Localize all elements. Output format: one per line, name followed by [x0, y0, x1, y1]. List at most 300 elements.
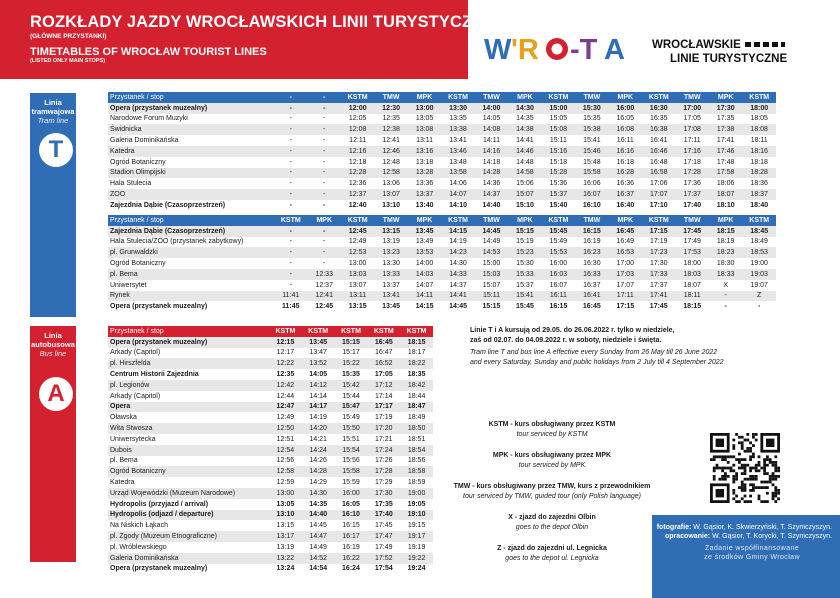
- departure-time: 16:15: [575, 226, 608, 237]
- tram-track-icon: [745, 42, 785, 47]
- departure-time: 14:14: [309, 392, 327, 400]
- departure-time: 12:44: [276, 392, 295, 400]
- departure-time: Z: [742, 291, 776, 302]
- bus-table: [108, 326, 433, 574]
- departure-time: 17:11: [609, 291, 642, 302]
- departure-time: 16:00: [609, 103, 642, 114]
- header-operator: MPK: [609, 92, 642, 103]
- header-operator: MPK: [308, 215, 341, 226]
- departure-time: 12:38: [374, 124, 407, 135]
- stop-name: Arkady (Capitol): [110, 349, 161, 357]
- departure-time: 17:45: [375, 522, 393, 530]
- departure-time: -: [323, 201, 326, 209]
- departure-time: X: [723, 281, 728, 289]
- header-operator: KSTM: [302, 326, 335, 337]
- header-operator: KSTM: [742, 92, 776, 103]
- bus-label-pl: Linia autobusowa: [31, 331, 75, 349]
- stop-name: Na Niskich Łąkach: [110, 522, 168, 530]
- departure-time: 14:47: [302, 531, 335, 542]
- svg-text:'R: 'R: [511, 34, 539, 64]
- departure-time: -: [308, 247, 341, 258]
- tram-label-en: Tram line: [37, 116, 69, 125]
- departure-time: 17:37: [649, 281, 668, 289]
- departure-time: 13:49: [415, 238, 434, 246]
- departure-time: 13:05: [415, 115, 434, 123]
- departure-time: 18:28: [742, 168, 776, 179]
- departure-time: 16:18: [616, 158, 635, 166]
- departure-time: 17:15: [616, 303, 635, 311]
- departure-time: 14:41: [516, 137, 534, 145]
- departure-time: 17:30: [709, 103, 742, 114]
- table-row: [108, 337, 433, 348]
- departure-time: 17:23: [642, 247, 675, 258]
- table-row: [108, 434, 433, 445]
- table-row: [108, 564, 433, 575]
- departure-time: 18:07: [683, 281, 701, 289]
- departure-time: 15:41: [583, 137, 601, 145]
- departure-time: 13:45: [408, 226, 441, 237]
- departure-time: 13:23: [374, 247, 407, 258]
- departure-time: 15:49: [549, 238, 568, 246]
- stop-name: Ogród Botaniczny: [110, 158, 166, 166]
- departure-time: 16:58: [642, 168, 675, 179]
- funding-note: [656, 544, 832, 562]
- stop-name: Opera (przystanek muzealny): [108, 103, 274, 114]
- departure-time: 14:40: [482, 201, 501, 209]
- departure-time: 15:36: [549, 180, 568, 188]
- departure-time: 17:29: [375, 479, 393, 487]
- departure-time: -: [274, 226, 307, 237]
- departure-time: 15:15: [335, 337, 368, 348]
- departure-time: 17:52: [367, 553, 400, 564]
- departure-time: 14:53: [475, 247, 508, 258]
- departure-time: 13:41: [374, 291, 407, 302]
- departure-time: 15:37: [516, 281, 534, 289]
- table-row: [108, 301, 776, 312]
- legend-key: Z - zjazd do zajezdni ul. Legnicka: [497, 545, 607, 552]
- departure-time: 12:48: [382, 158, 400, 166]
- departure-time: 13:33: [374, 269, 407, 280]
- departure-time: 13:52: [302, 358, 335, 369]
- departure-time: 13:40: [415, 201, 434, 209]
- departure-time: 18:16: [742, 146, 776, 157]
- departure-time: -: [289, 115, 292, 123]
- departure-time: 14:03: [408, 269, 441, 280]
- departure-time: 17:37: [675, 189, 708, 200]
- departure-time: 13:15: [348, 303, 367, 311]
- departure-time: 18:50: [400, 423, 433, 434]
- departure-time: 14:45: [475, 226, 508, 237]
- header-operator: KSTM: [269, 326, 302, 337]
- departure-time: 17:28: [675, 168, 708, 179]
- departure-time: 16:37: [609, 189, 642, 200]
- departure-time: -: [289, 238, 292, 246]
- info-pl-2: zaś od 02.07. do 04.09.2022 r. w soboty, niedziele i święta.: [470, 336, 662, 344]
- departure-time: 12:08: [341, 124, 374, 135]
- departure-time: 14:48: [516, 158, 534, 166]
- table-row: [108, 291, 776, 302]
- stop-name: Ogród Botaniczny: [110, 260, 166, 268]
- stop-name: Narodowe Forum Muzyki: [110, 115, 188, 123]
- table-row: [108, 269, 776, 280]
- departure-time: 12:54: [269, 445, 302, 456]
- departure-time: 13:10: [382, 201, 401, 209]
- departure-time: 16:24: [342, 565, 360, 573]
- table-row: [108, 380, 433, 391]
- departure-time: -: [289, 281, 292, 289]
- departure-time: 13:05: [276, 500, 295, 508]
- table-row: [108, 520, 433, 531]
- departure-time: 13:11: [416, 137, 434, 145]
- departure-time: 14:26: [309, 457, 327, 465]
- departure-time: 13:46: [441, 146, 474, 157]
- departure-time: 17:00: [616, 260, 635, 268]
- departure-time: 17:35: [374, 500, 393, 508]
- departure-time: 15:46: [575, 146, 608, 157]
- departure-time: 17:40: [683, 201, 702, 209]
- stop-name: pl. Bema: [108, 269, 274, 280]
- table-row: [108, 226, 776, 237]
- header-operator: TMW: [475, 215, 508, 226]
- departure-time: 17:49: [375, 543, 393, 551]
- departure-time: 16:40: [616, 201, 635, 209]
- legend-mpk: [452, 451, 652, 470]
- departure-time: 17:16: [675, 146, 708, 157]
- header-operator: TMW: [575, 215, 608, 226]
- departure-time: 14:12: [302, 380, 335, 391]
- departure-time: 14:16: [475, 146, 508, 157]
- departure-time: 17:35: [716, 115, 735, 123]
- departure-time: 12:58: [374, 168, 407, 179]
- departure-time: 18:00: [683, 260, 701, 268]
- departure-time: 14:05: [309, 371, 328, 379]
- departure-time: 15:53: [542, 247, 575, 258]
- table-row: [108, 189, 776, 200]
- header-operator: TMW: [675, 215, 708, 226]
- departure-time: 12:49: [348, 238, 367, 246]
- departure-time: 12:58: [269, 466, 302, 477]
- departure-time: 16:45: [367, 337, 400, 348]
- stop-name: pl. Grunwaldzki: [108, 247, 274, 258]
- departure-time: 14:45: [449, 303, 467, 311]
- departure-time: 15:33: [508, 269, 541, 280]
- departure-time: -: [308, 189, 341, 200]
- departure-time: 18:33: [709, 269, 742, 280]
- departure-time: 13:19: [276, 543, 295, 551]
- tram-table-return: [108, 215, 776, 312]
- departure-time: 13:41: [449, 137, 467, 145]
- departure-time: 18:37: [742, 189, 776, 200]
- table-row: [108, 488, 433, 499]
- stop-name: Galeria Dominikańska: [110, 137, 179, 145]
- departure-time: 18:15: [400, 337, 433, 348]
- departure-time: 18:08: [742, 124, 776, 135]
- departure-time: 16:52: [367, 358, 400, 369]
- legend-key: X - zjazd do zajezdni Olbin: [508, 514, 596, 521]
- stop-name: Uniwersytecka: [110, 435, 156, 443]
- departure-time: 16:08: [609, 124, 642, 135]
- departure-time: 12:35: [382, 115, 400, 123]
- legend-x: [452, 513, 652, 532]
- table-row: [108, 369, 433, 380]
- header-operator: MPK: [508, 215, 541, 226]
- departure-time: 14:18: [482, 158, 501, 166]
- stop-name: Ogród Botaniczny: [108, 466, 269, 477]
- header-operator: -: [308, 92, 341, 103]
- departure-time: 16:05: [342, 500, 360, 508]
- departure-time: 13:19: [382, 238, 400, 246]
- departure-time: 16:05: [616, 115, 635, 123]
- header-operator: KSTM: [642, 92, 675, 103]
- stop-name: Galeria Dominikańska: [108, 553, 269, 564]
- departure-time: -: [308, 146, 341, 157]
- brand-line1: WROCŁAWSKIE: [652, 39, 741, 51]
- table-row: [108, 348, 433, 359]
- stop-name: Dubois: [108, 445, 269, 456]
- departure-time: 15:47: [335, 402, 368, 413]
- departure-time: 16:03: [542, 269, 575, 280]
- departure-time: 14:29: [309, 479, 327, 487]
- header-operator: MPK: [709, 215, 742, 226]
- departure-time: 13:45: [382, 303, 401, 311]
- departure-time: 16:06: [583, 180, 601, 188]
- departure-time: 14:35: [309, 500, 328, 508]
- departure-time: 17:03: [609, 269, 642, 280]
- departure-time: 18:36: [750, 180, 768, 188]
- departure-time: 17:28: [367, 466, 400, 477]
- departure-time: 18:35: [407, 371, 426, 379]
- departure-time: 17:24: [367, 445, 400, 456]
- departure-time: 15:11: [549, 137, 567, 145]
- departure-time: 12:47: [269, 402, 302, 413]
- table-row: [108, 553, 433, 564]
- legend-sub: tour serviced by KSTM: [516, 430, 588, 438]
- header-operator: -: [274, 92, 307, 103]
- departure-time: -: [274, 189, 307, 200]
- subtitle-english: (LISTED ONLY MAIN STOPS): [30, 58, 106, 64]
- departure-time: 16:30: [583, 260, 601, 268]
- departure-time: 14:49: [309, 543, 327, 551]
- departure-time: 17:30: [649, 260, 668, 268]
- departure-time: 19:05: [407, 500, 426, 508]
- legend-z: [452, 544, 652, 563]
- departure-time: 15:00: [482, 260, 501, 268]
- table-row: [108, 358, 433, 369]
- table-header: [108, 92, 776, 103]
- header-stop: Przystanek / stop: [108, 92, 274, 103]
- departure-time: -: [274, 168, 307, 179]
- departure-time: -: [289, 201, 292, 209]
- departure-time: 17:30: [367, 488, 400, 499]
- legend-sub: goes to the depot ul. Legnicka: [505, 554, 599, 562]
- departure-time: 13:37: [382, 281, 400, 289]
- departure-time: 17:45: [675, 226, 708, 237]
- departure-time: 15:17: [342, 349, 360, 357]
- departure-time: 16:07: [575, 189, 608, 200]
- departure-time: 13:03: [341, 269, 374, 280]
- departure-time: -: [289, 137, 292, 145]
- edit-names: W. Gąsior, T. Korycki, T. Szymczyszyn.: [712, 533, 832, 540]
- departure-time: 12:51: [276, 435, 295, 443]
- departure-time: 14:11: [482, 137, 500, 145]
- departure-time: 15:35: [583, 115, 601, 123]
- departure-time: 13:38: [441, 124, 474, 135]
- departure-time: 17:07: [616, 281, 635, 289]
- table-row: [108, 391, 433, 402]
- departure-time: -: [323, 238, 326, 246]
- departure-time: 12:17: [276, 349, 295, 357]
- departure-time: 17:26: [375, 457, 393, 465]
- legend-key: TMW - kurs obsługiwany przez TMW, kurs z przewodnikiem: [453, 483, 651, 490]
- header-operator: TMW: [575, 92, 608, 103]
- departure-time: 12:36: [348, 180, 367, 188]
- stop-name: Hala Stulecia/ZOO (przystanek zabytkowy): [110, 238, 244, 246]
- departure-time: 13:53: [408, 247, 441, 258]
- departure-time: 18:15: [709, 226, 742, 237]
- tram-table-outbound: [108, 92, 776, 211]
- departure-time: 15:28: [542, 168, 575, 179]
- departure-time: 12:53: [341, 247, 374, 258]
- table-header: [108, 215, 776, 226]
- departure-time: -: [274, 103, 307, 114]
- svg-text:W: W: [484, 34, 512, 64]
- departure-time: 14:07: [441, 189, 474, 200]
- departure-time: 14:52: [302, 553, 335, 564]
- departure-time: 12:41: [308, 291, 341, 302]
- stop-name: pl. Zgody (Muzeum Etnograficzne): [108, 531, 269, 542]
- departure-time: 17:33: [642, 269, 675, 280]
- stop-name: Katedra: [110, 479, 135, 487]
- departure-time: 15:37: [542, 189, 575, 200]
- departure-time: 14:00: [475, 103, 508, 114]
- departure-time: 17:45: [649, 303, 668, 311]
- stop-name: Hydropolis (odjazd / departure): [108, 510, 269, 521]
- stop-name: Opera (przystanek muzealny): [110, 303, 208, 311]
- departure-time: 15:16: [542, 146, 575, 157]
- departure-time: 16:30: [642, 103, 675, 114]
- table-row: [108, 258, 776, 269]
- departure-time: 16:22: [335, 553, 368, 564]
- header-operator: KSTM: [400, 326, 433, 337]
- header-operator: KSTM: [367, 326, 400, 337]
- table-row: [108, 445, 433, 456]
- departure-time: 12:37: [341, 189, 374, 200]
- header-stop: Przystanek / stop: [108, 215, 274, 226]
- departure-time: 19:15: [407, 522, 426, 530]
- stop-name: Centrum Historii Zajezdnia: [110, 371, 199, 379]
- departure-time: 17:40: [367, 510, 400, 521]
- departure-time: 19:24: [407, 565, 426, 573]
- departure-time: -: [323, 158, 326, 166]
- departure-time: 17:48: [716, 158, 735, 166]
- departure-time: 18:22: [400, 358, 433, 369]
- departure-time: -: [323, 260, 326, 268]
- departure-time: 15:08: [542, 124, 575, 135]
- departure-time: -: [289, 180, 292, 188]
- table-row: [108, 542, 433, 553]
- departure-time: 18:49: [750, 238, 768, 246]
- departure-time: 17:47: [367, 531, 400, 542]
- departure-time: 18:44: [407, 392, 426, 400]
- departure-time: 17:00: [675, 103, 708, 114]
- funding-line2: ze środków Gminy Wrocław: [704, 554, 800, 561]
- bus-label-en: Bus line: [39, 349, 67, 358]
- departure-time: 14:21: [309, 435, 327, 443]
- table-header: [108, 326, 433, 337]
- departure-time: 18:47: [400, 402, 433, 413]
- table-row: [108, 456, 433, 467]
- table-row: [108, 200, 776, 211]
- departure-time: 17:12: [367, 380, 400, 391]
- departure-time: 18:54: [400, 445, 433, 456]
- departure-time: 15:56: [342, 457, 360, 465]
- departure-time: 19:00: [750, 260, 768, 268]
- header-operator: KSTM: [542, 215, 575, 226]
- departure-time: 14:40: [302, 510, 335, 521]
- departure-time: -: [308, 226, 341, 237]
- stop-name: Opera: [108, 402, 269, 413]
- departure-time: 15:42: [335, 380, 368, 391]
- stop-name: Katedra: [108, 146, 274, 157]
- brand-name: [652, 38, 787, 66]
- qr-code-icon[interactable]: [710, 433, 780, 503]
- departure-time: 13:08: [408, 124, 441, 135]
- departure-time: 11:41: [274, 291, 307, 302]
- departure-time: 19:07: [750, 281, 768, 289]
- departure-time: 14:07: [415, 281, 434, 289]
- departure-time: 15:15: [482, 303, 501, 311]
- departure-time: 14:54: [309, 565, 328, 573]
- departure-time: 18:07: [709, 189, 742, 200]
- departure-time: 16:33: [575, 269, 608, 280]
- info-pl-1: Linie T i A kursują od 29.05. do 26.06.2022 r. tylko w niedziele,: [470, 327, 675, 334]
- departure-time: 19:19: [407, 543, 426, 551]
- stop-name: Opera (przystanek muzealny): [108, 337, 269, 348]
- departure-time: 14:41: [441, 291, 474, 302]
- departure-time: 14:28: [302, 466, 335, 477]
- departure-time: 12:59: [276, 479, 295, 487]
- departure-time: 16:49: [616, 238, 635, 246]
- departure-time: 17:05: [374, 371, 393, 379]
- legend-sub: goes to the depot Olbin: [515, 523, 589, 531]
- departure-time: 15:58: [335, 466, 368, 477]
- departure-time: -: [308, 103, 341, 114]
- departure-time: -: [289, 158, 292, 166]
- service-info: [470, 326, 724, 367]
- departure-time: 12:00: [341, 103, 374, 114]
- departure-time: 14:05: [482, 115, 501, 123]
- departure-time: 15:45: [542, 226, 575, 237]
- departure-time: 17:41: [642, 291, 675, 302]
- departure-time: 17:11: [683, 137, 701, 145]
- header-banner: [0, 0, 520, 79]
- departure-time: 13:17: [269, 531, 302, 542]
- departure-time: 15:40: [549, 201, 568, 209]
- departure-time: 14:38: [508, 124, 541, 135]
- table-row: [108, 168, 776, 179]
- departure-time: 11:45: [282, 303, 300, 311]
- departure-time: 12:05: [348, 115, 367, 123]
- tram-label-pl: Linia tramwajowa: [31, 98, 75, 116]
- departure-time: 16:16: [609, 146, 642, 157]
- departure-time: 15:51: [342, 435, 360, 443]
- brand-line2: LINIE TURYSTYCZNE: [670, 53, 788, 65]
- departure-time: 15:45: [515, 303, 534, 311]
- header-operator: TMW: [675, 92, 708, 103]
- departure-time: 17:10: [649, 201, 668, 209]
- departure-time: 17:21: [375, 435, 393, 443]
- departure-time: 13:37: [408, 189, 441, 200]
